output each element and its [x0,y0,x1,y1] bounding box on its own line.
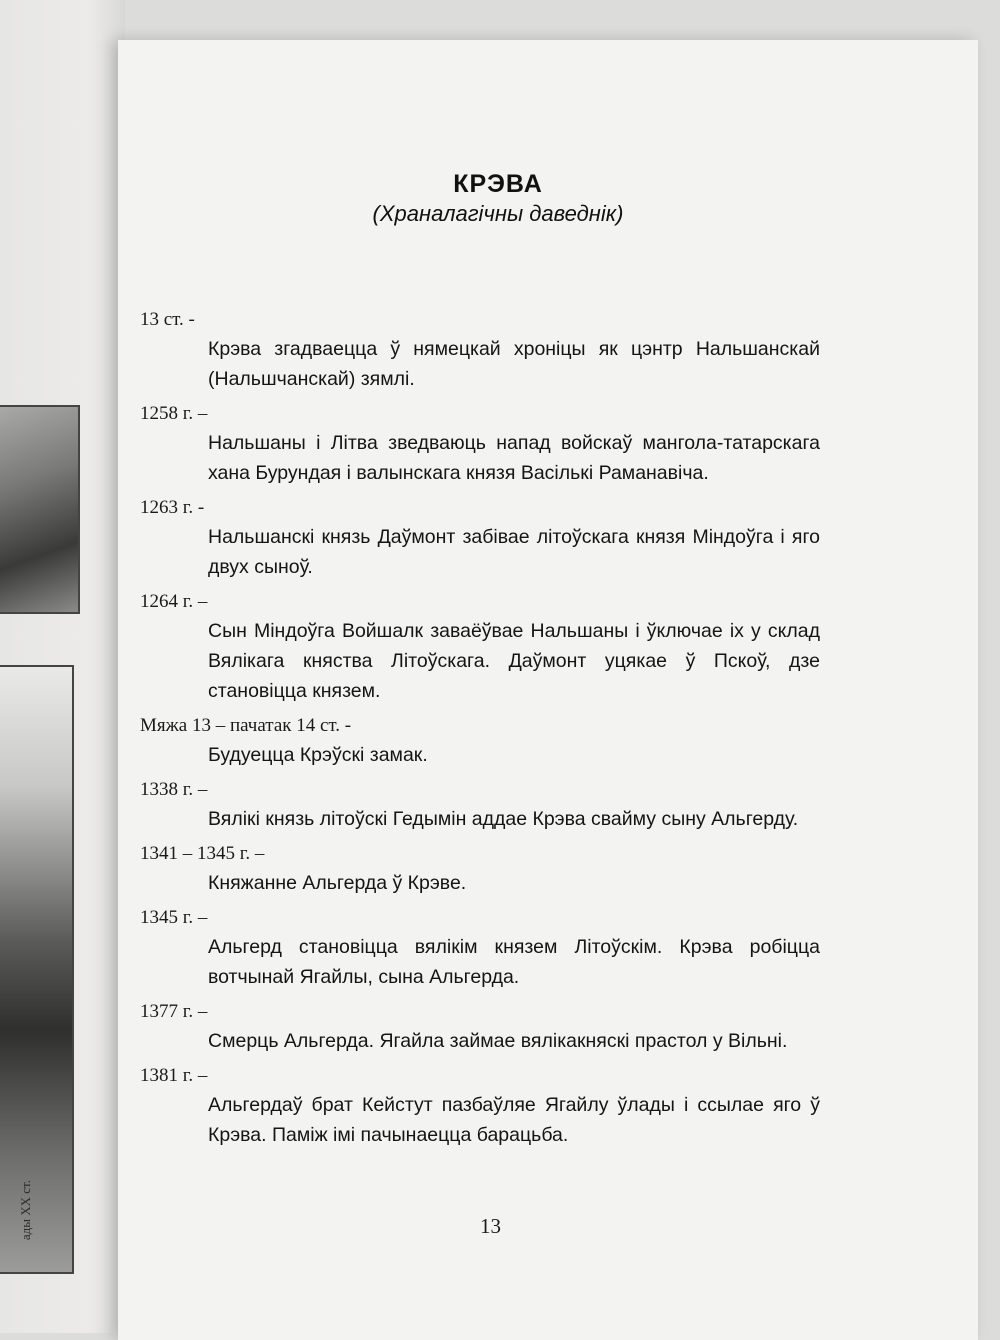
chronology-entry [140,306,820,394]
chronology-entry [140,904,820,992]
facing-page [0,0,125,1333]
chronology-entry [140,712,820,770]
chronology-entry [140,840,820,898]
entry-date: 1377 г. – [140,1001,208,1022]
book-page [118,40,978,1340]
entry-date: Мяжа 13 – пачатак 14 ст. - [140,715,352,736]
photo-street [0,665,74,1274]
entry-text: Нальшанскі князь Даўмонт забівае літоўскага князя Міндоўга і яго двух сыноў. [208,526,820,578]
entry-text: Альгердаў брат Кейстут пазбаўляе Ягайлу ўлады і ссылае яго ў Крэва. Паміж імі пачынаецца барацьба. [208,1094,820,1146]
entry-text: Будуецца Крэўскі замак. [208,744,428,766]
chronology-list [140,306,820,1156]
entry-text: Альгерд становіцца вялікім князем Літоўскім. Крэва робіцца вотчынай Ягайлы, сына Альгерда. [208,936,820,988]
entry-date: 1338 г. – [140,779,208,800]
entry-date: 1381 г. – [140,1065,208,1086]
entry-text: Вялікі князь літоўскі Гедымін аддае Крэва свайму сыну Альгерду. [208,808,799,830]
chronology-entry [140,494,820,582]
entry-date: 1345 г. – [140,907,208,928]
entry-date: 1258 г. – [140,403,208,424]
entry-text: Сын Міндоўга Войшалк заваёўвае Нальшаны і ўключае іх у склад Вялікага княства Літоўскага. Даўмонт уцякае ў Пскоў, дзе становіцца князем. [208,620,820,702]
entry-date: 1263 г. - [140,497,205,518]
photo-building [0,405,80,614]
entry-text: Смерць Альгерда. Ягайла займае вялікакняскі прастол у Вільні. [208,1030,788,1052]
page-subtitle: (Храналагічны даведнік) [372,201,624,226]
chronology-entry [140,1062,820,1150]
chronology-entry [140,400,820,488]
entry-date: 1341 – 1345 г. – [140,843,265,864]
entry-date: 13 ст. - [140,309,195,330]
chronology-entry [140,998,820,1056]
photo-caption: ады XX ст. [18,1180,33,1241]
entry-text: Крэва згадваецца ў нямецкай хроніцы як цэнтр Нальшанскай (Нальшчанскай) зямлі. [208,338,820,390]
entry-text: Нальшаны і Літва зведваюць напад войскаў мангола-татарскага хана Бурундая і валынскага князя Васількі Раманавіча. [208,432,820,484]
entry-date: 1264 г. – [140,591,208,612]
chronology-entry [140,588,820,706]
chronology-entry [140,776,820,834]
page-number: 13 [480,1214,501,1238]
page-title: КРЭВА [453,170,543,198]
entry-text: Княжанне Альгерда ў Крэве. [208,872,467,894]
title-block [118,170,878,227]
